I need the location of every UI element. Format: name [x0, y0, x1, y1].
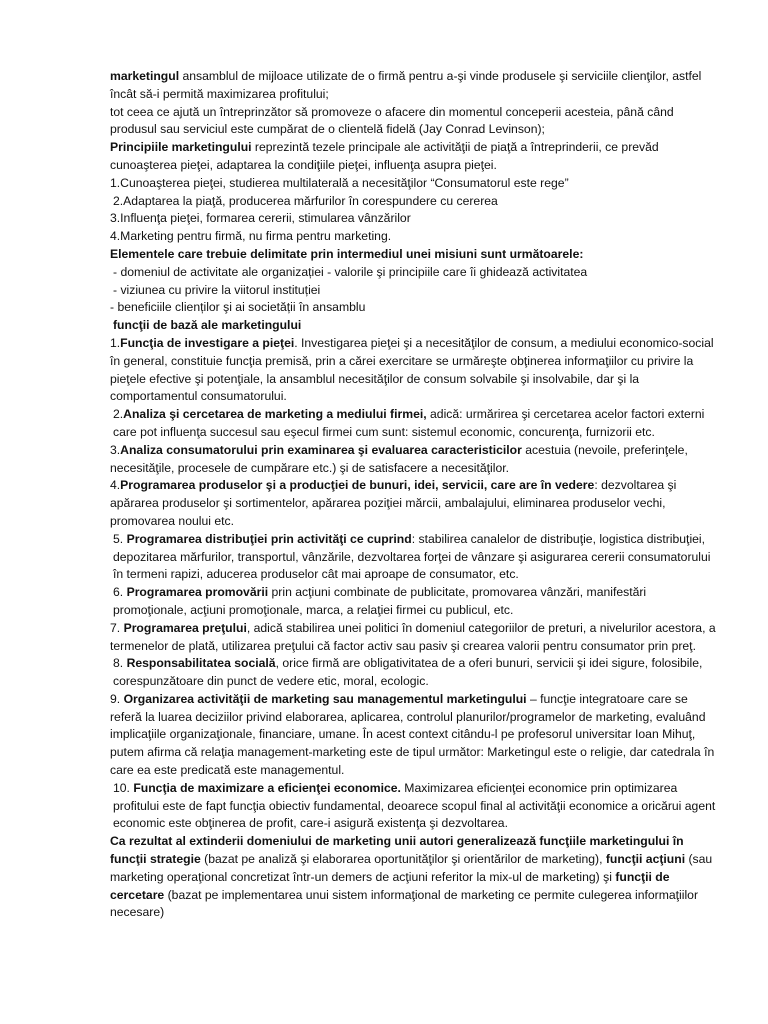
document-paragraph [110, 193, 716, 211]
document-paragraph [110, 104, 716, 140]
document-paragraph [110, 477, 716, 530]
document-paragraph [110, 442, 716, 478]
text-run: reprezintă tezele principale ale activităţii de piaţă a întreprinderii, ce prevăd cunoaşterea pieţei, adaptarea la condiţiile pieţei, influenţa asupra pieţei. [110, 140, 659, 172]
document-paragraph [110, 833, 716, 922]
text-run: – funcţie integratoare care se referă la luarea deciziilor privind elaborarea, aplicarea, controlul planurilor/programelor de marketing, evaluând implicaţiile organizaţionale, financiare, umane. În acest context citându-l pe profesorul universitar Ioan Mihuţ, putem afirma că relaţia management-marketing este de tipul următor: Marketingul este o religie, dar catedrala în care ea este predicată este managementul. [110, 691, 715, 778]
text-run: (sau marketing operaţional concretizat într-un demers de acţiuni referitor la mix-ul de marketing) şi [110, 852, 713, 884]
text-run: 5. [113, 531, 127, 546]
text-run: - domeniul de activitate ale organizației - valorile şi principiile care îi ghidează activitatea [113, 264, 588, 279]
document-paragraph [110, 299, 716, 317]
bold-text-run: Programarea produselor şi a producţiei de bunuri, idei, servicii, care are în vedere [120, 478, 595, 493]
text-run: ansamblul de mijloace utilizate de o firmă pentru a-şi vinde produsele şi serviciile clienţilor, astfel încât să-i permită maximizarea profitului; [110, 69, 702, 101]
document-paragraph [110, 317, 716, 335]
bold-text-run: Analiza şi cercetarea de marketing a mediului firmei, [123, 407, 427, 422]
document-paragraph [110, 68, 716, 104]
document-paragraph [110, 228, 716, 246]
bold-text-run: Programarea preţului [123, 620, 247, 635]
document-paragraph [110, 210, 716, 228]
document-paragraph [110, 264, 716, 282]
bold-text-run: Programarea distribuţiei prin activităţi ce cuprind [126, 531, 412, 546]
document-paragraph [110, 139, 716, 175]
text-run: (bazat pe analiză şi elaborarea oportunităţilor şi orientărilor de marketing), [200, 852, 606, 867]
text-run: acestuia (nevoile, preferinţele, necesităţile, procesele de cumpărare etc.) şi de satisfacere a necesităţilor. [110, 442, 688, 475]
document-paragraph [110, 282, 716, 300]
text-run: 2. [113, 407, 124, 422]
text-run: 6. [113, 585, 127, 600]
bold-text-run: marketingul [110, 69, 180, 83]
document-page [110, 68, 716, 922]
document-paragraph [110, 691, 716, 780]
text-run: - viziunea cu privire la viitorul instituției [113, 282, 321, 297]
text-run: 2.Adaptarea la piaţă, producerea mărfurilor în corespundere cu cererea [113, 193, 498, 208]
document-paragraph [110, 406, 716, 442]
document-paragraph [110, 620, 716, 656]
document-paragraph [110, 175, 716, 193]
text-run: 4.Marketing pentru firmă, nu firma pentru marketing. [110, 229, 392, 244]
text-run: 1.Cunoaşterea pieţei, studierea multilaterală a necesităţilor “Consumatorul este rege” [110, 175, 569, 190]
text-run: , adică stabilirea unei politici în domeniul categoriilor de preturi, a nivelurilor acestora, a termenelor de plată, utilizarea preţului că factor activ sau pasiv şi crearea valorii pentru consumator prin preţ. [110, 620, 716, 653]
text-run: : dezvoltarea şi apărarea produselor şi sortimentelor, apărarea poziţiei mărcii, ambalajului, eliminarea produselor vechi, promovarea noului etc. [110, 478, 677, 528]
text-run: tot ceea ce ajută un întreprinzător să promoveze o afacere din momentul conceperii acesteia, până când produsul sau serviciul este cumpărat de o clientelă fidelă (Jay Conrad Levinson); [110, 104, 674, 137]
document-paragraph [110, 531, 716, 584]
bold-text-run: Programarea promovării [126, 585, 269, 600]
text-run: 9. [110, 691, 124, 706]
text-run: : stabilirea canalelor de distribuţie, logistica distribuţiei, depozitarea mărfurilor, transportul, vânzările, dezvoltarea forţei de vânzare şi asigurarea cererii consumatorului în termeni rapizi, aducerea produselor cât mai aproape de consumator, etc. [113, 531, 711, 582]
document-paragraph [110, 780, 716, 833]
text-run: 8. [113, 656, 127, 671]
document-paragraph [110, 335, 716, 406]
text-run: , orice firmă are obligativitatea de a oferi bunuri, servicii şi idei sigure, folosibile, corespunzătoare din punct de vedere etic, moral, ecologic. [113, 656, 703, 689]
text-run: (bazat pe implementarea unui sistem informaţional de marketing ce permite culegerea informaţiilor necesare) [110, 887, 699, 920]
text-run: - beneficiile clienților şi ai societății în ansamblu [110, 300, 366, 315]
bold-text-run: funcţii de cercetare [110, 869, 670, 902]
text-run: Maximizarea eficienţei economice prin optimizarea profitului este de fapt funcţia obiectiv fundamental, deoarece scopul final al activităţii economice a oricărui agent economic este obţinerea de profit, care-i asigură existenţa şi dezvoltarea. [113, 780, 716, 831]
text-run: 3.Influenţa pieţei, formarea cererii, stimularea vânzărilor [110, 211, 411, 226]
bold-text-run: funcţii de bază ale marketingului [113, 318, 302, 333]
text-run: prin acţiuni combinate de publicitate, promovarea vânzări, manifestări promoţionale, acţiuni promoţionale, marca, a relaţiei firmei cu publicul, etc. [113, 585, 647, 617]
document-paragraph [110, 655, 716, 691]
text-run: 3. [110, 442, 121, 457]
bold-text-run: Analiza consumatorului prin examinarea şi evaluarea caracteristicilor [120, 442, 522, 457]
bold-text-run: Principiile marketingului [110, 140, 252, 155]
document-paragraph [110, 246, 716, 264]
bold-text-run: Organizarea activităţii de marketing sau managementul marketingului [123, 691, 527, 706]
text-run: adică: urmărirea şi cercetarea acelor factori externi care pot influenţa succesul sau eşecul firmei cum sunt: sistemul economic, concurenţa, furnizorii etc. [113, 407, 705, 439]
text-run: 4. [110, 478, 121, 493]
bold-text-run: Funcţia de investigare a pieţei [120, 335, 295, 350]
bold-text-run: Ca rezultat al extinderii domeniului de marketing unii autori generalizează funcţiile marketingului în funcţii strategie [110, 834, 684, 867]
text-run: 1. [110, 335, 121, 350]
bold-text-run: Funcţia de maximizare a eficienţei economice. [133, 780, 401, 795]
bold-text-run: funcţii acţiuni [605, 852, 686, 867]
text-run: . Investigarea pieţei şi a necesităţilor de consum, a mediului economico-social în general, constituie funcţia premisă, prin a cărei exercitare se urmăreşte obţinerea informaţiilor cu privire la pieţele efective şi potenţiale, la ansamblul necesităţilor de consum solvabile şi insolvabile, dar şi la comportamentul consumatorului. [110, 335, 714, 404]
document-paragraph [110, 584, 716, 620]
bold-text-run: Elementele care trebuie delimitate prin intermediul unei misiuni sunt următoarele: [110, 246, 584, 261]
text-run: 10. [113, 780, 134, 795]
bold-text-run: Responsabilitatea socială [126, 656, 276, 671]
text-run: 7. [110, 620, 124, 635]
